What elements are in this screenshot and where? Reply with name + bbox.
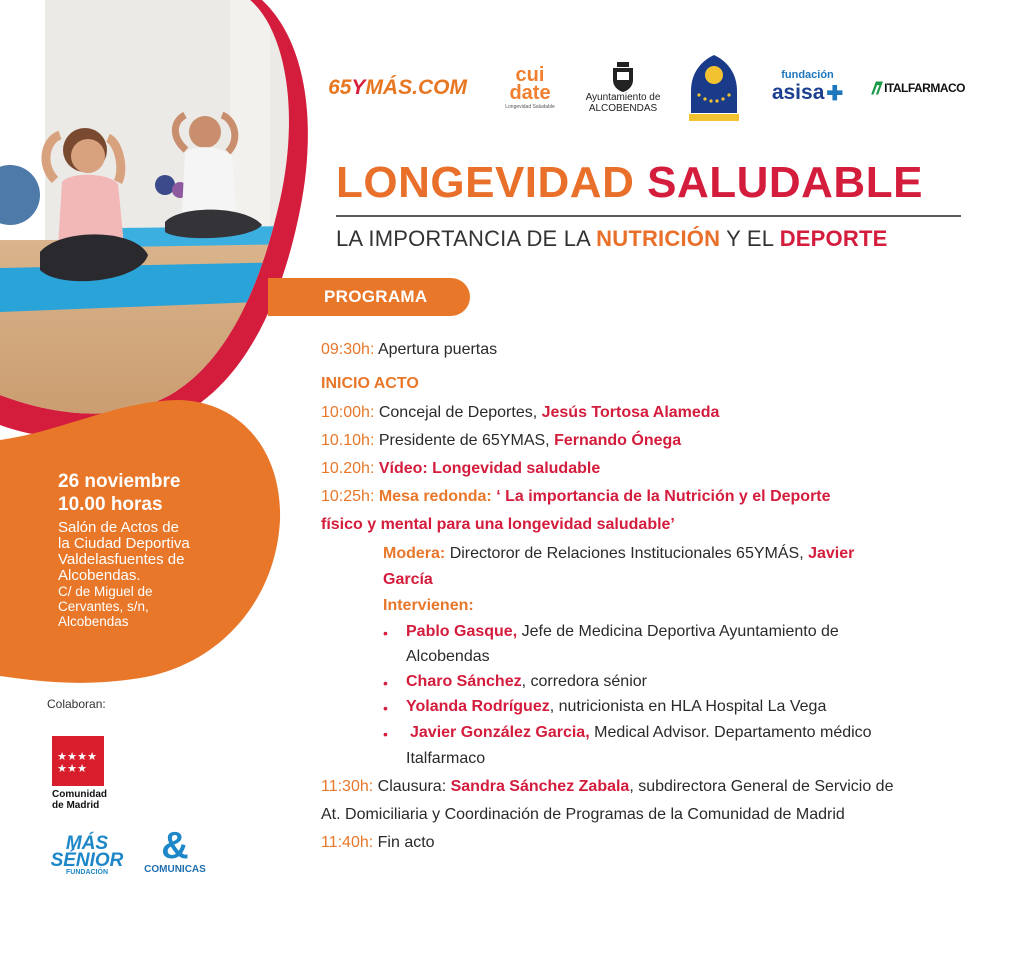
program-time: 11:40h: <box>321 834 374 851</box>
program-video: Vídeo: Longevidad saludable <box>378 460 601 477</box>
program-desc: Presidente de 65YMAS, <box>378 432 550 449</box>
program-person: Jesús Tortosa Alameda <box>541 404 720 421</box>
logo-ayuntamiento-line2: ALCOBENDAS <box>588 102 658 114</box>
plus-icon: ✚ <box>826 82 844 105</box>
title-part2: SALUDABLE <box>647 158 923 207</box>
italfarmaco-mark-icon <box>870 75 884 101</box>
logo-asisa-line1: fundación <box>781 68 834 81</box>
svg-text:★: ★ <box>57 750 67 763</box>
yoga-photo <box>0 0 320 440</box>
bullet-icon: • <box>383 726 388 742</box>
logo-cuidate-word2: date <box>509 81 551 104</box>
svg-text:★: ★ <box>57 762 67 775</box>
logo-65ymas[interactable] <box>328 50 467 125</box>
logo-comunidad-line1: Comunidad <box>52 789 107 800</box>
speaker-item <box>406 623 839 641</box>
speaker-item <box>406 698 826 716</box>
program-item <box>321 404 719 422</box>
svg-text:★: ★ <box>67 762 77 775</box>
program-section-heading: INICIO ACTO <box>321 375 419 392</box>
logo-comunidad-madrid[interactable] <box>52 736 112 811</box>
speaker-desc: , corredora sénior <box>521 673 647 690</box>
speaker-name: Pablo Gasque, <box>406 623 518 640</box>
program-item <box>321 432 681 450</box>
program-desc: Concejal de Deportes, <box>378 404 538 421</box>
bullet-icon: • <box>383 700 388 716</box>
program-person: Sandra Sánchez Zabala <box>450 778 630 795</box>
speaker-desc: Medical Advisor. Departamento médico <box>594 724 872 741</box>
program-item <box>321 341 497 359</box>
subtitle-mid: Y EL <box>726 226 774 251</box>
program-desc: Fin acto <box>377 834 435 851</box>
logo-mas-senior-line1: MÁS <box>65 833 109 854</box>
event-info <box>58 470 233 629</box>
program-desc: Apertura puertas <box>377 341 498 358</box>
venue-line: la Ciudad Deportiva <box>58 535 190 552</box>
logo-fundacion-asisa[interactable] <box>765 50 850 125</box>
coat-of-arms-icon <box>611 62 635 92</box>
speaker-desc-cont: Italfarmaco <box>406 750 486 767</box>
moderator-label: Modera: <box>383 545 446 562</box>
program-item <box>321 488 831 506</box>
speaker-desc: , nutricionista en HLA Hospital La Vega <box>549 698 827 715</box>
speaker-desc: Jefe de Medicina Deportiva Ayuntamiento de <box>521 623 839 640</box>
sponsor-logos <box>328 50 980 125</box>
event-date: 26 noviembre <box>58 471 181 492</box>
program-time: 09:30h: <box>321 341 375 358</box>
logo-asisa-line2: asisa <box>771 81 825 104</box>
title-divider <box>336 215 961 217</box>
program-time: 10.20h: <box>321 460 375 477</box>
logo-cuidate[interactable] <box>500 50 560 125</box>
program-desc: Clausura: <box>377 778 447 795</box>
address-line: Cervantes, s/n, <box>58 599 149 614</box>
program-time: 10.10h: <box>321 432 375 449</box>
logo-cuidate-sub: Longevidad Saludable <box>505 103 555 110</box>
logo-mas-senior-line3: FUNDACIÓN <box>66 869 108 876</box>
venue-line: Alcobendas. <box>58 567 141 584</box>
program-desc-cont: At. Domiciliaria y Coordinación de Programas de la Comunidad de Madrid <box>321 806 845 823</box>
program-time: 10:00h: <box>321 404 375 421</box>
moderator <box>383 545 854 563</box>
logo-comunidad-line2: de Madrid <box>52 800 100 811</box>
subtitle-nutricion: NUTRICIÓN <box>596 226 721 251</box>
logo-mas-senior-line2: SÉNIOR <box>50 850 124 871</box>
program-mesa-title: ‘ La importancia de la Nutrición y el Deporte <box>496 488 831 505</box>
logo-ayuntamiento-line1: Ayuntamiento de <box>585 91 661 103</box>
svg-text:★: ★ <box>77 750 87 763</box>
speaker-name: Javier González Garcia, <box>410 724 590 741</box>
venue-line: Valdelasfuentes de <box>58 551 185 568</box>
venue-line: Salón de Actos de <box>58 519 179 536</box>
svg-text:★: ★ <box>67 750 77 763</box>
moderator-name: Javier <box>808 545 855 562</box>
intervienen-label: Intervienen: <box>383 597 474 614</box>
speaker-name: Yolanda Rodríguez <box>406 698 550 715</box>
svg-text:★: ★ <box>87 750 97 763</box>
program-time: 11:30h: <box>321 778 374 795</box>
address-line: C/ de Miguel de <box>58 584 153 599</box>
logo-asisa-row <box>772 81 843 106</box>
speaker-name: Charo Sánchez <box>406 673 522 690</box>
madrid-flag-icon <box>52 736 104 786</box>
logo-italfarmaco-text: ITALFARMACO <box>884 80 965 95</box>
logo-mas-senior[interactable] <box>47 835 127 876</box>
speaker-item <box>406 673 647 691</box>
program-desc-role: , subdirectora General de Servicio de <box>629 778 894 795</box>
ampersand-icon: & <box>161 825 189 867</box>
logo-comunicas-text: COMUNICAS <box>144 864 206 875</box>
logo-italfarmaco[interactable] <box>870 50 965 125</box>
subtitle <box>336 226 976 252</box>
programa-label: PROGRAMA <box>268 278 470 316</box>
event-venue <box>58 520 233 584</box>
event-time: 10.00 horas <box>58 494 163 515</box>
subtitle-deporte: DEPORTE <box>779 226 888 251</box>
program-item <box>321 834 435 852</box>
program-mesa-label: Mesa redonda: <box>378 488 492 505</box>
program-item <box>321 778 893 796</box>
subtitle-pre: LA IMPORTANCIA DE LA <box>336 226 590 251</box>
main-title <box>336 158 966 208</box>
logo-ciudad-europea-deporte[interactable] <box>683 50 745 125</box>
logo-comunicas[interactable] <box>135 825 215 875</box>
svg-text:★: ★ <box>77 762 87 775</box>
sport-city-emblem-icon <box>685 53 743 123</box>
program-time: 10:25h: <box>321 488 375 505</box>
stars-icon <box>52 736 104 786</box>
speaker-desc-cont: Alcobendas <box>406 648 490 665</box>
bullet-icon: • <box>383 625 388 641</box>
program-person: Fernando Ónega <box>554 432 682 449</box>
moderator-name-cont: García <box>383 571 433 588</box>
logo-65ymas-text: 65YMÁS.COM <box>328 75 467 99</box>
address-line: Alcobendas <box>58 614 129 629</box>
logo-ayuntamiento[interactable] <box>583 50 663 125</box>
logo-cuidate-word1: cui <box>515 63 545 86</box>
speaker-item <box>410 724 872 742</box>
event-address <box>58 584 233 629</box>
title-part1: LONGEVIDAD <box>336 158 635 207</box>
colaboran-label: Colaboran: <box>47 697 106 711</box>
bullet-icon: • <box>383 675 388 691</box>
program-item <box>321 460 600 478</box>
moderator-desc: Directoror de Relaciones Institucionales 65YMÁS, <box>449 545 804 562</box>
program-mesa-title-cont: físico y mental para una longevidad saludable’ <box>321 516 675 533</box>
